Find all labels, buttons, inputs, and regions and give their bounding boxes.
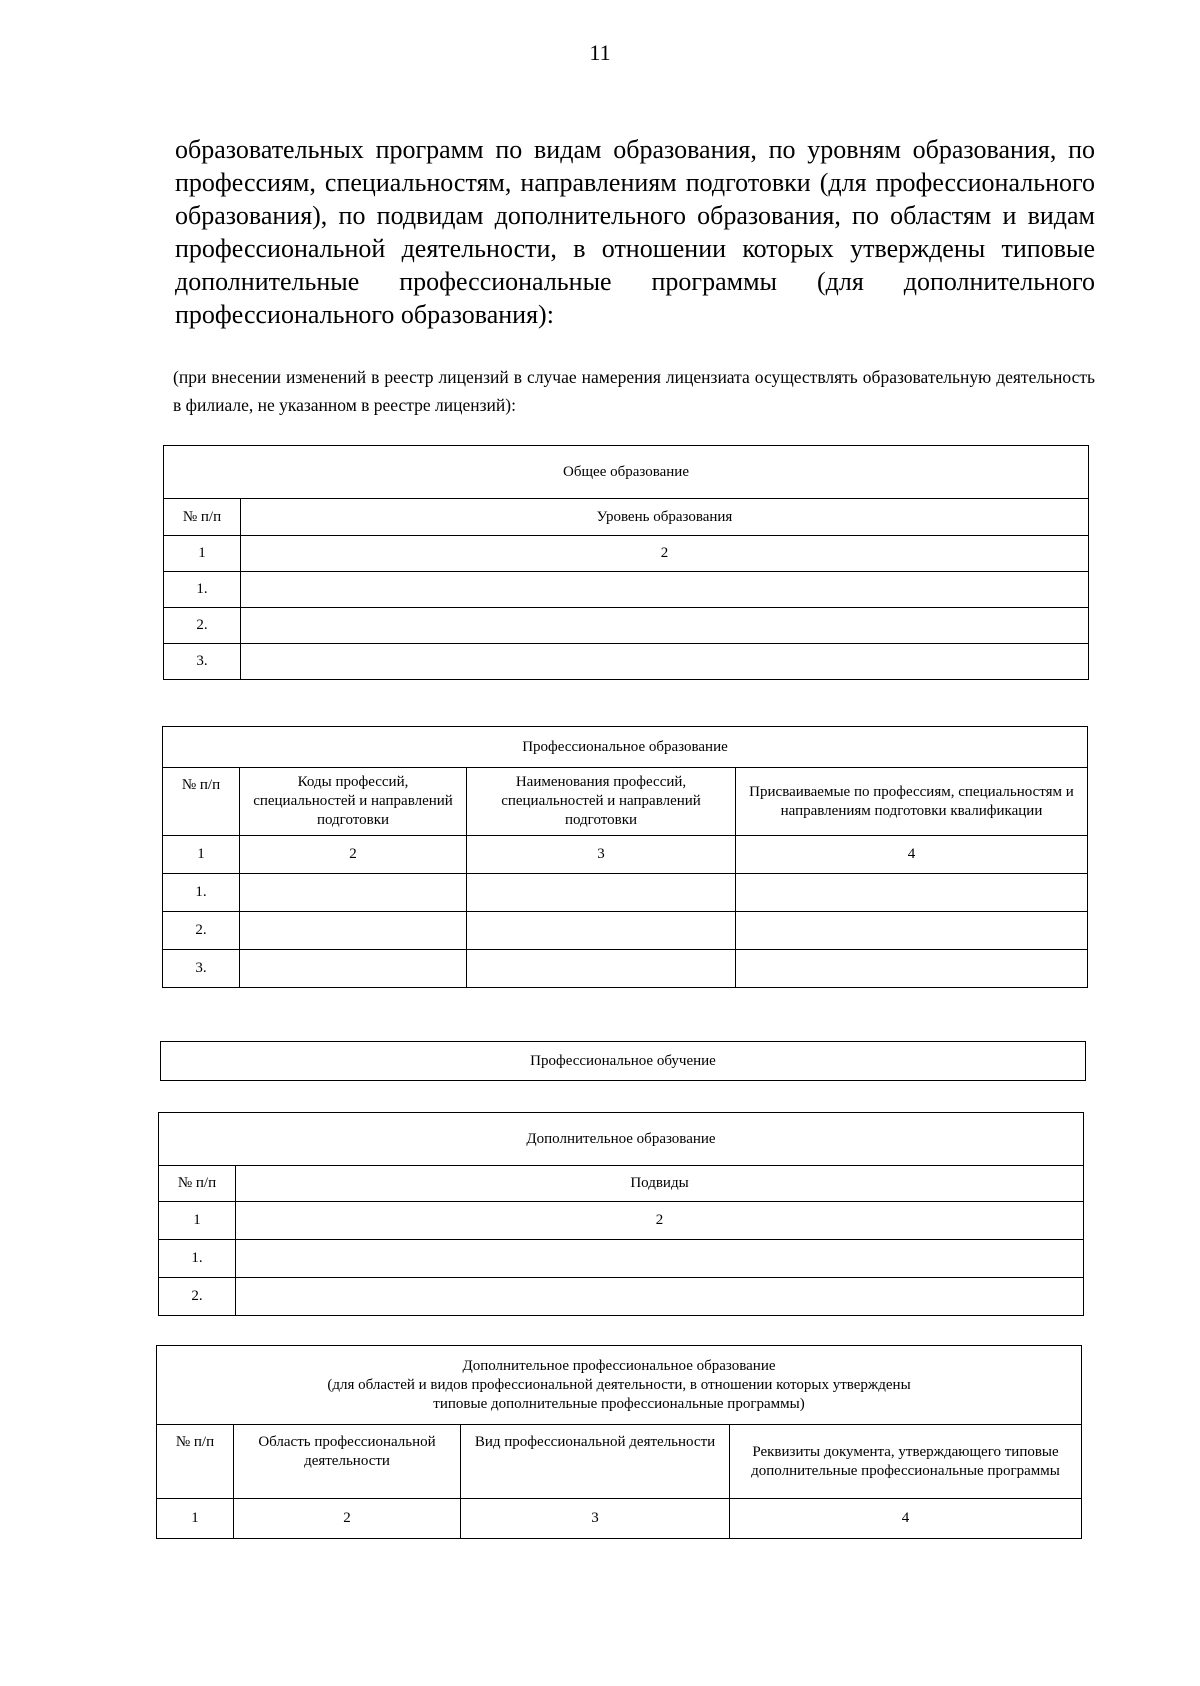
general-education-table xyxy=(163,445,1089,680)
empty-cell[interactable] xyxy=(736,912,1088,950)
row-number: 1. xyxy=(164,572,241,608)
column-header-document: Реквизиты документа, утверждающего типовые дополнительные профессиональные программы xyxy=(730,1425,1082,1499)
professional-training-table xyxy=(160,1041,1086,1081)
empty-cell[interactable] xyxy=(240,874,467,912)
column-header-level: Уровень образования xyxy=(241,499,1089,536)
empty-cell[interactable] xyxy=(736,874,1088,912)
table-title xyxy=(157,1346,1082,1425)
row-number: 1. xyxy=(159,1240,236,1278)
row-number: 3. xyxy=(163,950,240,988)
table-row xyxy=(164,572,1089,608)
table-title-line: Дополнительное профессиональное образование xyxy=(462,1357,776,1374)
column-header-area: Область профессиональной деятельности xyxy=(234,1425,461,1499)
empty-cell[interactable] xyxy=(241,572,1089,608)
table-row xyxy=(159,1278,1084,1316)
additional-professional-education-table xyxy=(156,1345,1082,1539)
index-cell: 4 xyxy=(736,836,1088,874)
index-cell: 3 xyxy=(461,1499,730,1539)
column-header-qualifications: Присваиваемые по профессиям, специальностям и направлениям подготовки квалификации xyxy=(736,768,1088,836)
index-cell: 2 xyxy=(236,1202,1084,1240)
table-title-line: типовые дополнительные профессиональные программы) xyxy=(433,1395,805,1412)
table-row xyxy=(159,1240,1084,1278)
table-row xyxy=(163,874,1088,912)
row-number: 1. xyxy=(163,874,240,912)
empty-cell[interactable] xyxy=(467,912,736,950)
empty-cell[interactable] xyxy=(240,912,467,950)
column-header-number: № п/п xyxy=(163,768,240,836)
index-cell: 4 xyxy=(730,1499,1082,1539)
index-cell: 1 xyxy=(157,1499,234,1539)
column-header-number: № п/п xyxy=(164,499,241,536)
index-cell: 2 xyxy=(241,536,1089,572)
row-number: 2. xyxy=(163,912,240,950)
intro-paragraph: образовательных программ по видам образования, по уровням образования, по профессиям, специальностям, направлениям подготовки (для профессионального образования), по подвидам дополнительного образования, по областям и видам профессиональной деятельности, в отношении которых утверждены типовые дополнительные профессиональные программы (для дополнительного профессионального образования): xyxy=(175,135,1095,329)
row-number: 2. xyxy=(159,1278,236,1316)
empty-cell[interactable] xyxy=(736,950,1088,988)
column-header-number: № п/п xyxy=(157,1425,234,1499)
table-row xyxy=(163,950,1088,988)
column-header-codes: Коды профессий, специальностей и направлений подготовки xyxy=(240,768,467,836)
table-row xyxy=(164,644,1089,680)
empty-cell[interactable] xyxy=(241,608,1089,644)
table-title: Общее образование xyxy=(164,446,1089,499)
row-number: 2. xyxy=(164,608,241,644)
table-title: Дополнительное образование xyxy=(159,1113,1084,1166)
index-cell: 3 xyxy=(467,836,736,874)
additional-education-table xyxy=(158,1112,1084,1316)
empty-cell[interactable] xyxy=(236,1278,1084,1316)
row-number: 3. xyxy=(164,644,241,680)
column-header-number: № п/п xyxy=(159,1166,236,1202)
index-cell: 2 xyxy=(240,836,467,874)
table-row xyxy=(164,608,1089,644)
column-header-activity: Вид профессиональной деятельности xyxy=(461,1425,730,1499)
index-cell: 1 xyxy=(164,536,241,572)
column-header-subtypes: Подвиды xyxy=(236,1166,1084,1202)
column-header-names: Наименования профессий, специальностей и направлений подготовки xyxy=(467,768,736,836)
empty-cell[interactable] xyxy=(240,950,467,988)
professional-education-table xyxy=(162,726,1088,988)
note-paragraph: (при внесении изменений в реестр лицензий в случае намерения лицензиата осуществлять образовательную деятельность в филиале, не указанном в реестре лицензий): xyxy=(173,367,1095,415)
table-title-line: (для областей и видов профессиональной деятельности, в отношении которых утверждены xyxy=(327,1376,911,1393)
table-title: Профессиональное обучение xyxy=(161,1042,1086,1081)
empty-cell[interactable] xyxy=(236,1240,1084,1278)
empty-cell[interactable] xyxy=(467,950,736,988)
page-number: 11 xyxy=(589,40,611,65)
index-cell: 1 xyxy=(163,836,240,874)
index-cell: 2 xyxy=(234,1499,461,1539)
table-row xyxy=(163,912,1088,950)
index-cell: 1 xyxy=(159,1202,236,1240)
empty-cell[interactable] xyxy=(467,874,736,912)
empty-cell[interactable] xyxy=(241,644,1089,680)
table-title: Профессиональное образование xyxy=(163,727,1088,768)
